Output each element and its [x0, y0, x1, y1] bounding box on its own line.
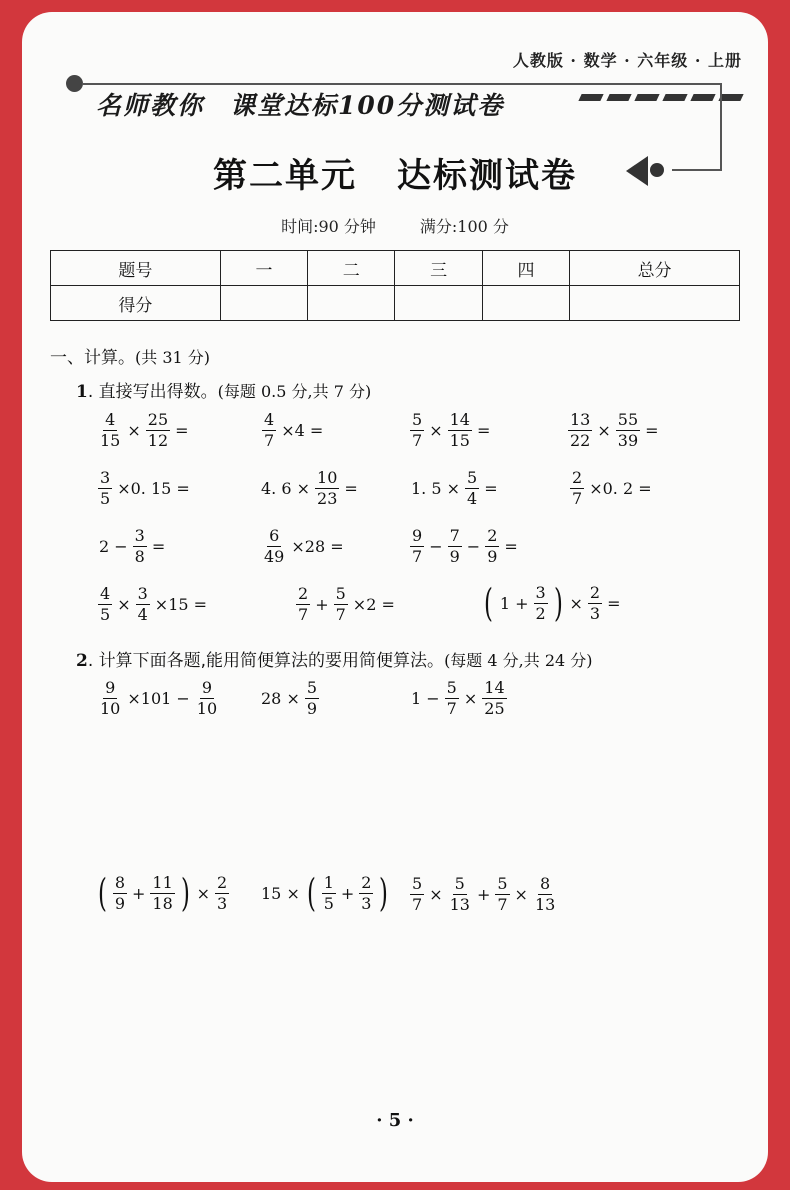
expression: 15 × ( 1 5 + $\frac{2}{3}$ ) — [261, 871, 389, 915]
score-input-cell[interactable] — [308, 286, 395, 321]
score-table — [50, 250, 740, 321]
expression: 2 − $\frac{3}{8}$ = — [99, 526, 166, 566]
table-cell: 四 — [482, 251, 569, 286]
expression: $\frac{5}{7}$ × $\frac{14}{15}$ = — [412, 410, 491, 450]
expression: $\frac{4}{15}$ × $\frac{25}{12}$ = — [100, 410, 189, 450]
expression: 28 × $\frac{5}{9}$ — [261, 678, 318, 718]
series-label: 人教版 · 数学 · 六年级 · 上册 — [512, 51, 742, 70]
expression: $\frac{6}{49}$ ×28 = — [264, 526, 344, 566]
table-cell: 一 — [220, 251, 307, 286]
expression: $\frac{4}{5}$ × $\frac{3}{4}$ ×15 = — [100, 584, 208, 624]
table-cell: 得分 — [51, 286, 221, 321]
score-input-cell[interactable] — [482, 286, 569, 321]
score-input-cell[interactable] — [395, 286, 482, 321]
table-cell: 总分 — [570, 251, 740, 286]
page-number: · 5 · — [376, 1110, 414, 1131]
expression: $\frac{13}{22}$ × $\frac{55}{39}$ = — [570, 410, 659, 450]
time-limit: 时间:90 分钟 — [281, 217, 376, 236]
table-row — [51, 251, 740, 286]
expression: 9 7 − $\frac{7}{9}$ − $\frac{2}{9}$ = — [412, 526, 518, 566]
score-input-cell[interactable] — [220, 286, 307, 321]
table-cell: 题号 — [51, 251, 221, 286]
score-input-cell[interactable] — [570, 286, 740, 321]
expression: ( 1 + $\frac{3}{2}$ ) × $\frac{2}{3}$ = — [483, 581, 621, 625]
question-1-heading: 1. 直接写出得数。(每题 0.5 分,共 7 分) — [76, 382, 372, 402]
brand-title: 名师教你 课堂达标100分测试卷 — [96, 91, 505, 120]
expression: ( 8 9 + $\frac{11}{18}$ ) × $\frac{2}{3}$ — [97, 871, 228, 915]
expression: $\frac{4}{7}$ ×4 = — [264, 410, 324, 450]
expression: $\frac{5}{7}$ × $\frac{5}{13}$ + $\frac{5}{7}$ × $\frac{8}{13}$ — [412, 874, 556, 914]
expression: $\frac{9}{10}$ ×101 − $\frac{9}{10}$ — [100, 678, 218, 718]
dash-decoration — [580, 94, 742, 101]
expression: $\frac{3}{5}$ ×0. 15 = — [100, 468, 190, 508]
page-title: 第二单元 达标测试卷 — [213, 156, 577, 196]
expression: $\frac{2}{7}$ ×0. 2 = — [572, 468, 652, 508]
table-row — [51, 286, 740, 321]
table-cell: 三 — [395, 251, 482, 286]
expression: 2 7 + $\frac{5}{7}$ ×2 = — [298, 584, 395, 624]
expression: 1 − $\frac{5}{7}$ × $\frac{14}{25}$ — [411, 678, 505, 718]
expression: 1. 5 × $\frac{5}{4}$ = — [411, 468, 498, 508]
table-cell: 二 — [308, 251, 395, 286]
full-score: 满分:100 分 — [419, 217, 509, 236]
exam-meta — [0, 214, 790, 237]
section-heading: 一、计算。(共 31 分) — [50, 348, 211, 368]
question-2-heading: 2. 计算下面各题,能用简便算法的要用简便算法。(每题 4 分,共 24 分) — [76, 651, 593, 671]
expression: 4. 6 × $\frac{10}{23}$ = — [261, 468, 358, 508]
dot-decoration — [66, 75, 83, 92]
line-decoration — [82, 83, 722, 85]
